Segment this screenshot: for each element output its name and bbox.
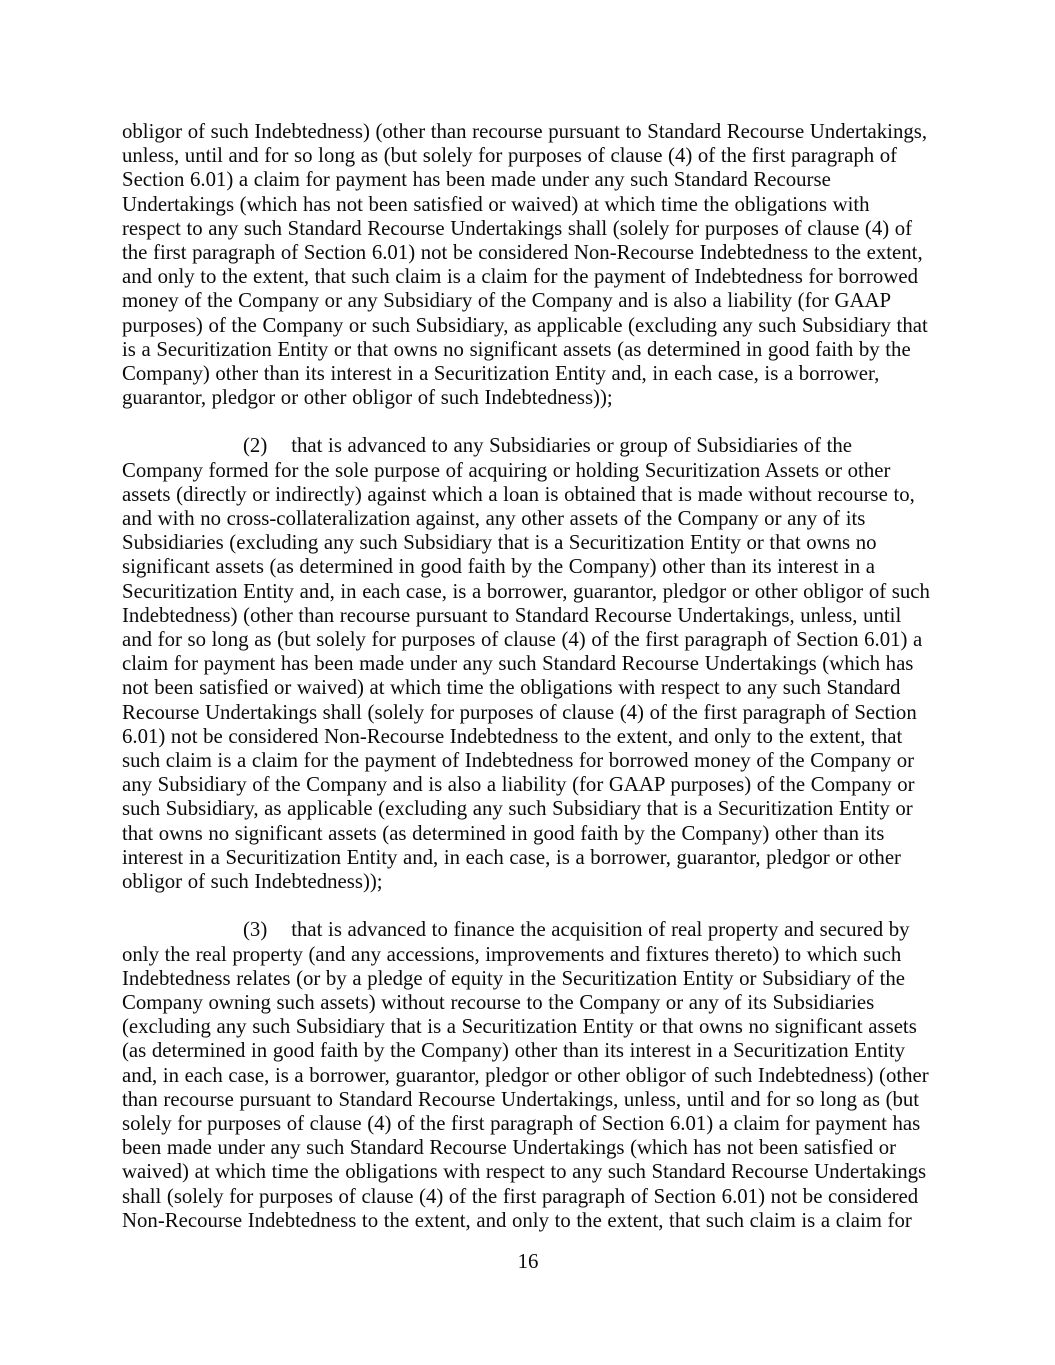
paragraph-clause-2 [122, 434, 934, 894]
clause-number: (3) [243, 918, 268, 942]
paragraph-continuation [122, 120, 934, 410]
paragraph-text: obligor of such Indebtedness) (other than recourse pursuant to Standard Recourse Undertakings, unless, until and for so long as (but solely for purposes of clause (4) of the first paragraph of Section 6.01) a claim for payment has been made under any such Standard Recourse Undertakings (which has not been satisfied or waived) at which time the obligations with respect to any such Standard Recourse Undertakings shall (solely for purposes of clause (4) of the first paragraph of Section 6.01) not be considered Non-Recourse Indebtedness to the extent, and only to the extent, that such claim is a claim for the payment of Indebtedness for borrowed money of the Company or any Subsidiary of the Company and is also a liability (for GAAP purposes) of the Company or such Subsidiary, as applicable (excluding any such Subsidiary that is a Securitization Entity or that owns no significant assets (as determined in good faith by the Company) other than its interest in a Securitization Entity and, in each case, is a borrower, guarantor, pledgor or other obligor of such Indebtedness)); [122, 120, 928, 410]
page-footer [122, 1250, 934, 1274]
paragraph-text: that is advanced to any Subsidiaries or group of Subsidiaries of the Company formed for the sole purpose of acquiring or holding Securitization Assets or other assets (directly or indirectly) against which a loan is obtained that is made without recourse to, and with no cross-collateralization against, any other assets of the Company or any of its Subsidiaries (excluding any such Subsidiary that is a Securitization Entity or that owns no significant assets (as determined in good faith by the Company) other than its interest in a Securitization Entity and, in each case, is a borrower, guarantor, pledgor or other obligor of such Indebtedness) (other than recourse pursuant to Standard Recourse Undertakings, unless, until and for so long as (but solely for purposes of clause (4) of the first paragraph of Section 6.01) a claim for payment has been made under any such Standard Recourse Undertakings (which has not been satisfied or waived) at which time the obligations with respect to any such Standard Recourse Undertakings shall (solely for purposes of clause (4) of the first paragraph of Section 6.01) not be considered Non-Recourse Indebtedness to the extent, and only to the extent, that such claim is a claim for the payment of Indebtedness for borrowed money of the Company or any Subsidiary of the Company and is also a liability (for GAAP purposes) of the Company or such Subsidiary, as applicable (excluding any such Subsidiary that is a Securitization Entity or that owns no significant assets (as determined in good faith by the Company) other than its interest in a Securitization Entity and, in each case, is a borrower, guarantor, pledgor or other obligor of such Indebtedness)); [122, 434, 930, 894]
clause-number: (2) [243, 434, 268, 458]
paragraph-text: that is advanced to finance the acquisition of real property and secured by only the real property (and any accessions, improvements and fixtures thereto) to which such Indebtedness relates (or by a pledge of equity in the Securitization Entity or Subsidiary of the Company owning such assets) without recourse to the Company or any of its Subsidiaries (excluding any such Subsidiary that is a Securitization Entity or that owns no significant assets (as determined in good faith by the Company) other than its interest in a Securitization Entity and, in each case, is a borrower, guarantor, pledgor or other obligor of such Indebtedness) (other than recourse pursuant to Standard Recourse Undertakings, unless, until and for so long as (but solely for purposes of clause (4) of the first paragraph of Section 6.01) a claim for payment has been made under any such Standard Recourse Undertakings (which has not been satisfied or waived) at which time the obligations with respect to any such Standard Recourse Undertakings shall (solely for purposes of clause (4) of the first paragraph of Section 6.01) not be considered Non-Recourse Indebtedness to the extent, and only to the extent, that such claim is a claim for [122, 918, 929, 1232]
paragraph-clause-3 [122, 918, 934, 1233]
page-number: 16 [517, 1249, 539, 1273]
